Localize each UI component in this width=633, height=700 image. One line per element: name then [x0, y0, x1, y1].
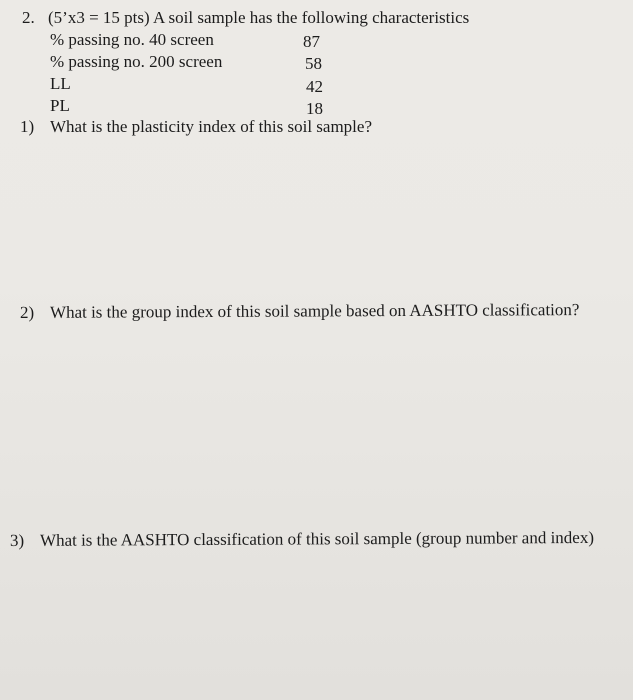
characteristic-label: LL [50, 74, 71, 93]
characteristic-label: % passing no. 200 screen [50, 52, 223, 71]
characteristic-value: 58 [305, 54, 322, 73]
subquestion-2 [20, 300, 580, 323]
question-header-text: (5’x3 = 15 pts) A soil sample has the following characteristics [48, 8, 470, 27]
characteristic-label: PL [50, 96, 70, 115]
subquestion-text: What is the group index of this soil sample based on AASHTO classification? [49, 300, 580, 322]
characteristic-value: 18 [306, 99, 323, 118]
subquestion-number: 1) [20, 117, 35, 136]
subquestion-text: What is the AASHTO classification of this soil sample (group number and index) [39, 527, 595, 550]
subquestion-text: What is the plasticity index of this soil sample? [50, 117, 372, 136]
subquestion-number: 2) [19, 302, 35, 322]
subquestion-1 [20, 117, 372, 137]
characteristic-value: 42 [306, 77, 323, 96]
subquestion-number: 3) [9, 530, 25, 550]
characteristic-value: 87 [303, 32, 320, 51]
characteristic-label: % passing no. 40 screen [50, 30, 214, 49]
question-header [22, 8, 469, 28]
question-number: 2. [22, 8, 35, 27]
subquestion-3 [10, 528, 594, 551]
